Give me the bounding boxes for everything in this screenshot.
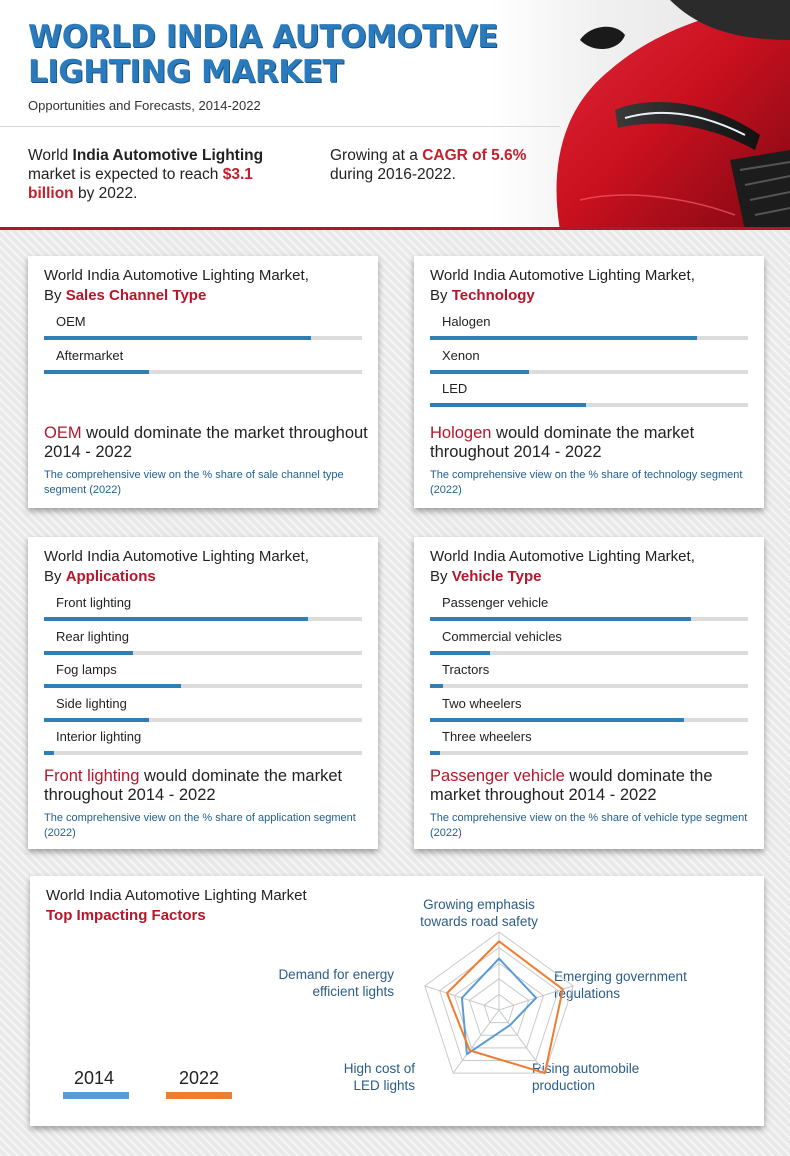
- panel-title-pre: By: [44, 568, 66, 585]
- bar-fill: [44, 684, 181, 688]
- dominance-statement: [430, 767, 760, 805]
- bar-fill: [430, 718, 684, 722]
- dominance-text: would dominate the market throughout 2014 - 2022: [430, 767, 713, 804]
- bar-fill: [44, 651, 133, 655]
- radar-axis-spoke: [499, 1010, 545, 1073]
- bar-fill: [430, 403, 586, 407]
- bar-label: Tractors: [442, 662, 490, 677]
- panel-note: The comprehensive view on the % share of sale channel type segment (2022): [44, 469, 344, 496]
- bar-row: [430, 662, 748, 696]
- bar-row: [430, 381, 748, 415]
- bar-label: Passenger vehicle: [442, 595, 549, 610]
- panel-title-highlight: Vehicle Type: [451, 568, 542, 585]
- panel-note: The comprehensive view on the % share of vehicle type segment (2022): [430, 812, 748, 839]
- bar-track: [430, 751, 748, 755]
- dominance-text: would dominate the market throughout 2014 - 2022: [44, 424, 368, 461]
- bar-fill: [430, 684, 443, 688]
- panel-title: [430, 547, 695, 587]
- bar-track: [44, 336, 362, 340]
- stat1-post: by 2022.: [73, 185, 138, 202]
- panel-title-pre: By: [44, 287, 66, 304]
- factor-label-line: Rising automobile: [532, 1061, 640, 1076]
- bar-label: Rear lighting: [56, 628, 129, 644]
- bar-fill: [44, 751, 54, 755]
- bar-row: [44, 662, 362, 696]
- panel-title-highlight: Top Impacting Factors: [46, 907, 206, 924]
- page-subtitle: Opportunities and Forecasts, 2014-2022: [28, 98, 261, 113]
- bar-track: [44, 370, 362, 374]
- dominant-segment: Front lighting: [44, 767, 140, 785]
- page-title: WORLD INDIA AUTOMOTIVE LIGHTING MARKET: [28, 19, 498, 90]
- bar-track: [430, 370, 748, 374]
- bar-label: Three wheelers: [442, 729, 532, 744]
- bar-fill: [430, 651, 490, 655]
- factor-label-line: Emerging government: [554, 969, 687, 984]
- factor-label-line: LED lights: [353, 1078, 415, 1093]
- bar-track: [44, 684, 362, 688]
- bar-label: Commercial vehicles: [442, 628, 562, 644]
- panel-vehicle-type: [414, 537, 764, 849]
- bar-row: [430, 595, 748, 629]
- bar-row: [430, 314, 748, 348]
- factor-label-line: regulations: [554, 986, 621, 1001]
- bar-label: Halogen: [442, 314, 491, 329]
- bar-track: [44, 718, 362, 722]
- bar-row: [430, 348, 748, 382]
- panel-title: [430, 266, 695, 306]
- panel-title-line1: World India Automotive Lighting Market,: [44, 548, 309, 565]
- factor-label-line: efficient lights: [312, 984, 394, 999]
- bar-fill: [44, 617, 308, 621]
- dominance-statement: [430, 424, 760, 462]
- panel-note: The comprehensive view on the % share of technology segment (2022): [430, 469, 743, 496]
- legend-2014-label: 2014: [74, 1068, 115, 1088]
- bar-track: [430, 651, 748, 655]
- bar-label: Aftermarket: [56, 347, 124, 363]
- bar-fill: [430, 336, 697, 340]
- bar-track: [430, 336, 748, 340]
- bar-track: [44, 617, 362, 621]
- radar-axis-spoke: [453, 1010, 499, 1073]
- bar-label: Front lighting: [56, 595, 132, 610]
- panel-title-highlight: Applications: [65, 568, 156, 585]
- bar-label: Interior lighting: [56, 729, 142, 744]
- cagr-statement: [330, 146, 530, 184]
- bar-label: Xenon: [442, 347, 480, 363]
- bar-label: Fog lamps: [56, 662, 117, 677]
- dominance-statement: [44, 424, 374, 462]
- bar-row: [44, 595, 362, 629]
- dominance-text: would dominate the market throughout 2014 - 2022: [430, 424, 695, 461]
- panel-note: The comprehensive view on the % share of application segment (2022): [44, 812, 356, 839]
- bar-fill: [430, 751, 440, 755]
- panel-title-highlight: Sales Channel Type: [65, 287, 207, 304]
- stat2-pre: Growing at a: [330, 147, 423, 164]
- bar-fill: [430, 370, 529, 374]
- stat1-bold: India Automotive Lighting: [72, 147, 264, 164]
- market-size-statement: [28, 146, 268, 203]
- bar-row: [44, 314, 362, 348]
- factor-label-line: High cost of: [343, 1061, 415, 1076]
- dominance-text: would dominate the market throughout 2014 - 2022: [44, 767, 343, 804]
- stat1-mid: market is expected to reach: [28, 166, 223, 183]
- cagr-value: CAGR of 5.6%: [422, 147, 527, 164]
- impacting-factors-radar-chart: [30, 876, 764, 1126]
- bar-track: [430, 684, 748, 688]
- factor-label-line: Growing emphasis: [423, 897, 535, 912]
- bar-row: [44, 696, 362, 730]
- factor-label-line: production: [532, 1078, 596, 1093]
- bar-row: [430, 696, 748, 730]
- dominant-segment: Hologen: [430, 424, 492, 442]
- market-size-value: $3.1 billion: [28, 166, 253, 202]
- panel-title-line1: World India Automotive Lighting Market: [46, 887, 307, 904]
- panel-title-line1: World India Automotive Lighting Market,: [44, 267, 309, 284]
- header-divider: [0, 126, 560, 127]
- bar-track: [44, 651, 362, 655]
- panel-sales-channel: [28, 256, 378, 508]
- bar-fill: [430, 617, 691, 621]
- bar-row: [44, 348, 362, 382]
- stat1-pre: World: [28, 147, 73, 164]
- bar-track: [430, 403, 748, 407]
- dominant-segment: Passenger vehicle: [430, 767, 565, 785]
- legend-2022-label: 2022: [179, 1068, 220, 1088]
- bar-row: [44, 629, 362, 663]
- panel-title-pre: By: [430, 287, 452, 304]
- bar-row: [430, 629, 748, 663]
- panel-applications: [28, 537, 378, 849]
- red-car-headlight-image: [520, 0, 790, 230]
- panel-title-line1: World India Automotive Lighting Market,: [430, 267, 695, 284]
- factor-label-line: towards road safety: [420, 914, 538, 929]
- panel-title: [44, 266, 309, 306]
- dominant-segment: OEM: [44, 424, 82, 442]
- bar-label: Two wheelers: [442, 695, 522, 711]
- radar-series-2022: [447, 941, 563, 1073]
- panel-technology: [414, 256, 764, 508]
- bar-row: [430, 729, 748, 763]
- panel-top-impacting-factors: [30, 876, 764, 1126]
- stat2-post: during 2016-2022.: [330, 166, 456, 183]
- bar-track: [430, 718, 748, 722]
- factor-label-line: Demand for energy: [278, 967, 394, 982]
- bar-label: Side lighting: [56, 695, 127, 711]
- bar-track: [44, 751, 362, 755]
- panel-title-highlight: Technology: [451, 287, 535, 304]
- bar-fill: [44, 718, 149, 722]
- bar-row: [44, 729, 362, 763]
- dominance-statement: [44, 767, 374, 805]
- header-banner: [0, 0, 790, 230]
- bar-fill: [44, 370, 149, 374]
- panel-title-line1: World India Automotive Lighting Market,: [430, 548, 695, 565]
- bar-label: OEM: [56, 314, 86, 329]
- bar-label: LED: [442, 381, 468, 396]
- bar-track: [430, 617, 748, 621]
- bar-fill: [44, 336, 311, 340]
- panel-title-pre: By: [430, 568, 452, 585]
- panel-title: [44, 547, 309, 587]
